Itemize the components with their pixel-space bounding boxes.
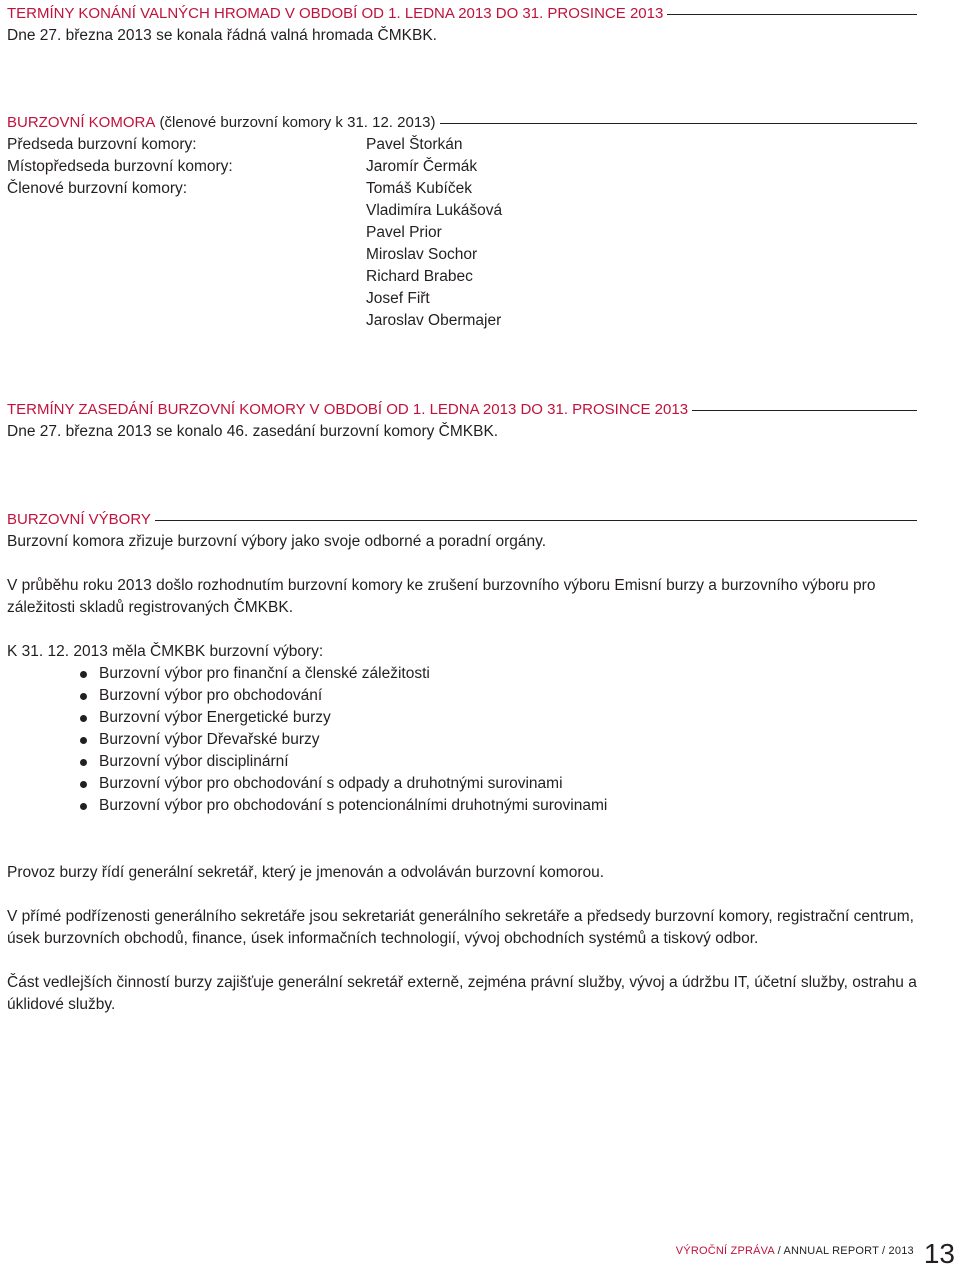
committees-heading-text: BURZOVNÍ VÝBORY — [7, 511, 151, 528]
member-name: Richard Brabec — [366, 268, 473, 285]
board-heading-title: BURZOVNÍ KOMORA — [7, 114, 156, 131]
vice-name: Jaromír Čermák — [366, 158, 478, 175]
list-item: Burzovní výbor Dřevařské burzy — [80, 729, 607, 751]
sessions-text: Dne 27. března 2013 se konalo 46. zasedání burzovní komory ČMKBK. — [7, 423, 499, 440]
sessions-heading-text: TERMÍNY ZASEDÁNÍ BURZOVNÍ KOMORY V OBDOBÍ OD 1. LEDNA 2013 DO 31. PROSINCE 2013 — [7, 401, 689, 418]
management-paragraph-3: Část vedlejších činností burzy zajišťuje generální sekretář externě, zejména právní služby, vývoj a údržbu IT, účetní služby, ostrahu a úklidové služby. — [7, 974, 917, 1013]
list-item: Burzovní výbor pro finanční a členské záležitosti — [80, 663, 607, 685]
members-label: Členové burzovní komory: — [7, 180, 188, 197]
chair-label: Předseda burzovní komory: — [7, 136, 197, 153]
vice-label: Místopředseda burzovní komory: — [7, 158, 233, 175]
committees-list — [80, 663, 607, 817]
bullet-icon — [80, 759, 87, 766]
list-item: Burzovní výbor pro obchodování — [80, 685, 607, 707]
heading-rule — [155, 520, 917, 521]
meetings-heading — [7, 3, 917, 25]
sessions-heading — [7, 399, 917, 421]
member-name: Pavel Prior — [366, 224, 442, 241]
committees-intro: Burzovní komora zřizuje burzovní výbory jako svoje odborné a poradní orgány. — [7, 533, 547, 550]
meetings-heading-text: TERMÍNY KONÁNÍ VALNÝCH HROMAD V OBDOBÍ OD 1. LEDNA 2013 DO 31. PROSINCE 2013 — [7, 5, 664, 22]
management-paragraph-1: Provoz burzy řídí generální sekretář, který je jmenován a odvoláván burzovní komorou. — [7, 864, 605, 881]
report-title-en: / ANNUAL REPORT / 2013 — [777, 1245, 914, 1257]
bullet-icon — [80, 803, 87, 810]
management-paragraph-2: V přímé podřízenosti generálního sekretáře jsou sekretariát generálního sekretáře a předsedy burzovní komory, registrační centrum, úsek burzovních obchodů, finance, úsek informačních technologií, vývoj obchodních systémů a tiskový odbor. — [7, 908, 914, 947]
heading-rule — [667, 14, 917, 15]
report-title-cz: VÝROČNÍ ZPRÁVA — [675, 1245, 775, 1257]
chair-name: Pavel Štorkán — [366, 136, 463, 153]
page-footer — [676, 1240, 955, 1268]
member-name: Vladimíra Lukášová — [366, 202, 503, 219]
committees-list-intro: K 31. 12. 2013 měla ČMKBK burzovní výbory: — [7, 643, 324, 660]
meetings-text: Dne 27. března 2013 se konala řádná valná hromada ČMKBK. — [7, 27, 437, 44]
list-item: Burzovní výbor disciplinární — [80, 751, 607, 773]
list-item: Burzovní výbor Energetické burzy — [80, 707, 607, 729]
bullet-icon — [80, 737, 87, 744]
member-name: Tomáš Kubíček — [366, 180, 472, 197]
committees-heading — [7, 509, 917, 531]
bullet-icon — [80, 693, 87, 700]
board-roles — [7, 134, 233, 200]
board-names — [366, 134, 502, 332]
report-title — [676, 1240, 914, 1262]
page-number: 13 — [923, 1238, 955, 1269]
list-item: Burzovní výbor pro obchodování s potencionálními druhotnými surovinami — [80, 795, 607, 817]
board-heading — [7, 112, 917, 134]
list-item: Burzovní výbor pro obchodování s odpady a druhotnými surovinami — [80, 773, 607, 795]
member-name: Josef Fiřt — [366, 290, 430, 307]
heading-rule — [692, 410, 917, 411]
bullet-icon — [80, 715, 87, 722]
committees-change: V průběhu roku 2013 došlo rozhodnutím burzovní komory ke zrušení burzovního výboru Emisní burzy a burzovního výboru pro záležitosti skladů registrovaných ČMKBK. — [7, 577, 876, 616]
bullet-icon — [80, 671, 87, 678]
member-name: Jaroslav Obermajer — [366, 312, 502, 329]
board-heading-tail: (členové burzovní komory k 31. 12. 2013) — [159, 114, 436, 131]
bullet-icon — [80, 781, 87, 788]
heading-rule — [440, 123, 917, 124]
member-name: Miroslav Sochor — [366, 246, 478, 263]
